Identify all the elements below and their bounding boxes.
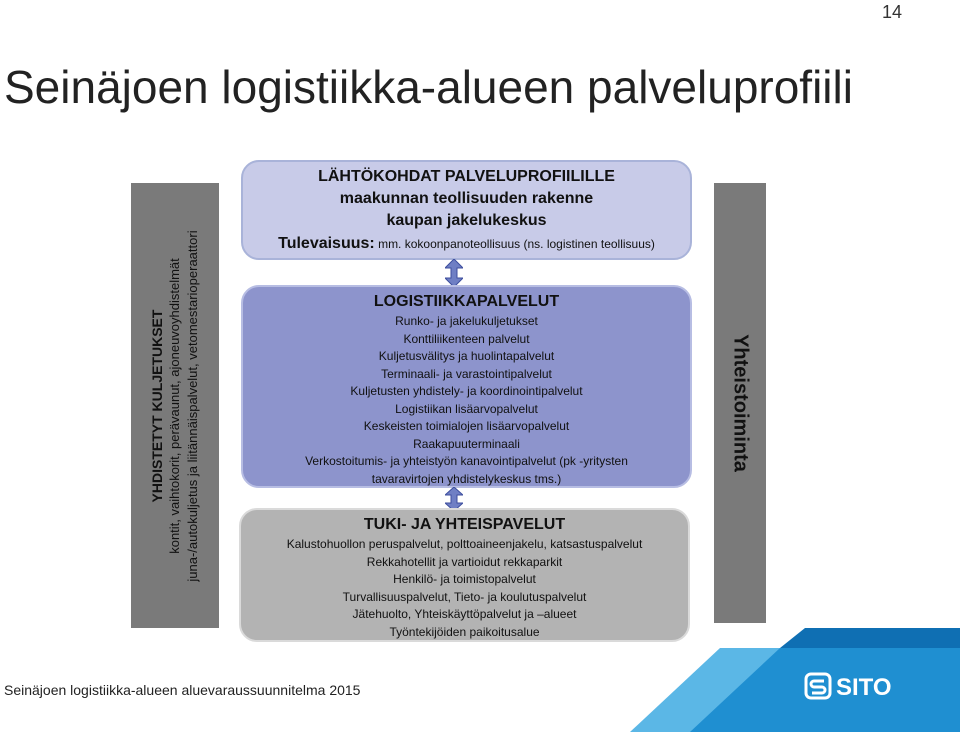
future-text: mm. kokoonpanoteollisuus (ns. logistinen teollisuus): [374, 237, 655, 251]
future-label: Tulevaisuus:: [278, 235, 375, 252]
right-side-bar: [714, 183, 766, 623]
list-item: Henkilö- ja toimistopalvelut: [393, 572, 536, 586]
left-bar-line-1: kontit, vaihtokorit, perävaunut, ajoneuvoyhdistelmät: [167, 257, 182, 554]
list-item: Logistiikan lisäarvopalvelut: [395, 401, 538, 416]
left-bar-line-2: juna-/autokuljetus ja liitännäispalvelut, vetomestarioperaattori: [185, 229, 200, 582]
page-number: 14: [881, 2, 902, 22]
left-side-bar: [131, 183, 219, 628]
list-item: Keskeisten toimialojen lisäarvopalvelut: [363, 419, 570, 433]
slide-title: Seinäjoen logistiikka-alueen palveluprofiili: [4, 61, 853, 113]
starting-points-line-2: kaupan jakelukeskus: [386, 212, 547, 229]
list-item: Kuljetusvälitys ja huolintapalvelut: [378, 349, 555, 363]
list-item: tavaravirtojen yhdistelykeskus tms.): [371, 471, 562, 486]
left-bar-heading: YHDISTETYT KULJETUKSET: [149, 309, 165, 502]
left-bar-text: [148, 191, 202, 621]
starting-points-line-1: maakunnan teollisuuden rakenne: [339, 190, 594, 207]
list-item: Konttiliikenteen palvelut: [403, 331, 530, 346]
footer-text: Seinäjoen logistiikka-alueen aluevaraussuunnitelma 2015: [4, 682, 361, 698]
starting-points-heading: LÄHTÖKOHDAT PALVELUPROFIILILLE: [318, 168, 615, 185]
future-line: [243, 235, 690, 254]
list-item: Rekkahotellit ja vartioidut rekkaparkit: [366, 554, 563, 569]
right-bar-label: Yhteistoiminta: [729, 334, 752, 472]
list-item: Terminaali- ja varastointipalvelut: [381, 366, 552, 381]
list-item: Kalustohuollon peruspalvelut, polttoaineenjakelu, katsastuspalvelut: [286, 537, 643, 551]
list-item: Jätehuolto, Yhteiskäyttöpalvelut ja –alueet: [352, 607, 577, 621]
list-item: Työntekijöiden paikoitusalue: [389, 624, 540, 639]
double-arrow-icon: [445, 259, 463, 287]
list-item: Raakapuuterminaali: [413, 436, 520, 451]
list-item: Turvallisuuspalvelut, Tieto- ja koulutuspalvelut: [342, 589, 587, 604]
sito-corner-logo: [630, 628, 960, 732]
list-item: Kuljetusten yhdistely- ja koordinointipalvelut: [350, 384, 583, 398]
support-services-box: [239, 508, 690, 642]
sito-logo-text: SITO: [836, 674, 892, 701]
list-item: Verkostoitumis- ja yhteistyön kanavointipalvelut (pk -yritysten: [305, 454, 628, 468]
logistics-services-heading: LOGISTIIKKAPALVELUT: [373, 293, 560, 310]
starting-points-box: [241, 160, 692, 260]
logistics-services-box: [241, 285, 692, 488]
list-item: Runko- ja jakelukuljetukset: [395, 314, 538, 328]
support-services-heading: TUKI- JA YHTEISPAVELUT: [363, 516, 566, 533]
